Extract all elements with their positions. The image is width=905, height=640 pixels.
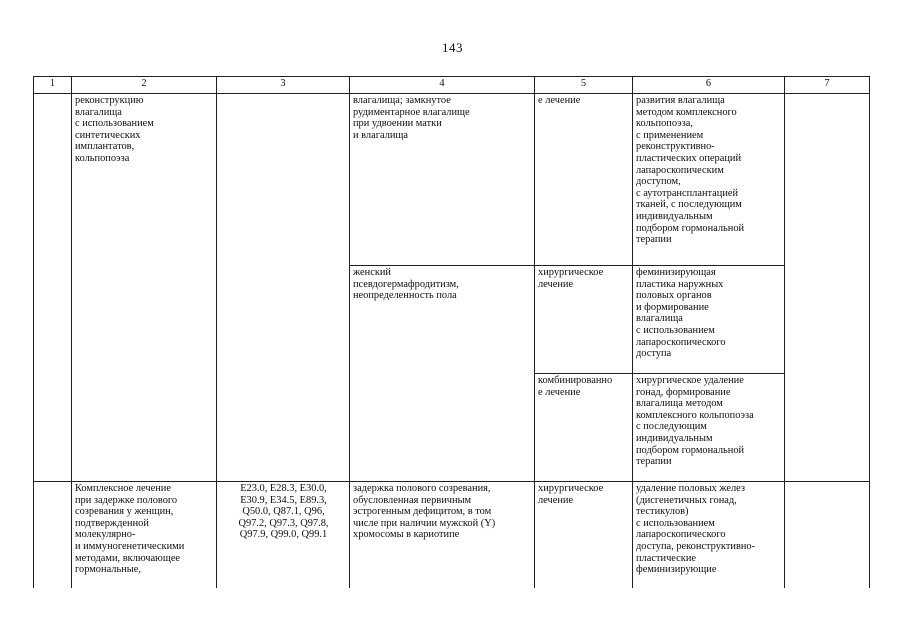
header-col-3: 3 bbox=[217, 77, 350, 94]
header-col-6: 6 bbox=[633, 77, 785, 94]
cell-patient-model: задержка полового созревания, обусловленная первичным эстрогенным дефицитом, в том числе при наличии мужской (Y) хромосомы в кариотипе bbox=[350, 482, 535, 588]
cell-icd-codes bbox=[217, 94, 350, 482]
cell-number bbox=[34, 482, 72, 588]
cell-standard bbox=[785, 94, 870, 482]
cell-patient-model: влагалища; замкнутое рудиментарное влагалище при удвоении матки и влагалища bbox=[350, 94, 535, 266]
cell-treatment-method: хирургическое удаление гонад, формирование влагалища методом комплексного кольпопоэза с последующим индивидуальным подбором гормональной терапии bbox=[633, 374, 785, 482]
cell-treatment-type: е лечение bbox=[535, 94, 633, 266]
page-number: 143 bbox=[442, 40, 463, 55]
cell-treatment-method: удаление половых желез (дисгенетичных гонад, тестикулов) с использованием лапароскопического доступа, реконструктивно- пластические феминизирующие bbox=[633, 482, 785, 588]
table-row bbox=[34, 94, 870, 266]
cell-number bbox=[34, 94, 72, 482]
cell-treatment-type: хирургическое лечение bbox=[535, 266, 633, 374]
cell-treatment-method: развития влагалища методом комплексного кольпопоэза, с применением реконструктивно- пластических операций лапароскопическим доступом, с аутотрансплантацией тканей, с последующим индивидуальным подбором гормональной терапии bbox=[633, 94, 785, 266]
header-col-2: 2 bbox=[72, 77, 217, 94]
table-row bbox=[34, 482, 870, 588]
cell-patient-model: женский псевдогермафродитизм, неопределенность пола bbox=[350, 266, 535, 482]
cell-care-type: Комплексное лечение при задержке полового созревания у женщин, подтвержденной молекулярно- и иммуногенетическими методами, включающее гормональные, bbox=[72, 482, 217, 588]
header-col-4: 4 bbox=[350, 77, 535, 94]
cell-icd-codes: E23.0, E28.3, E30.0, E30.9, E34.5, E89.3, Q50.0, Q87.1, Q96, Q97.2, Q97.3, Q97.8, Q97.9, Q99.0, Q99.1 bbox=[217, 482, 350, 588]
cell-treatment-type: хирургическое лечение bbox=[535, 482, 633, 588]
cell-care-type: реконструкцию влагалища с использованием синтетических имплантатов, кольпопоэза bbox=[72, 94, 217, 482]
cell-treatment-type: комбинированно е лечение bbox=[535, 374, 633, 482]
header-row bbox=[34, 77, 870, 94]
medical-care-table bbox=[33, 76, 870, 588]
header-col-1: 1 bbox=[34, 77, 72, 94]
header-col-7: 7 bbox=[785, 77, 870, 94]
cell-treatment-method: феминизирующая пластика наружных половых органов и формирование влагалища с использованием лапароскопического доступа bbox=[633, 266, 785, 374]
cell-standard bbox=[785, 482, 870, 588]
header-col-5: 5 bbox=[535, 77, 633, 94]
